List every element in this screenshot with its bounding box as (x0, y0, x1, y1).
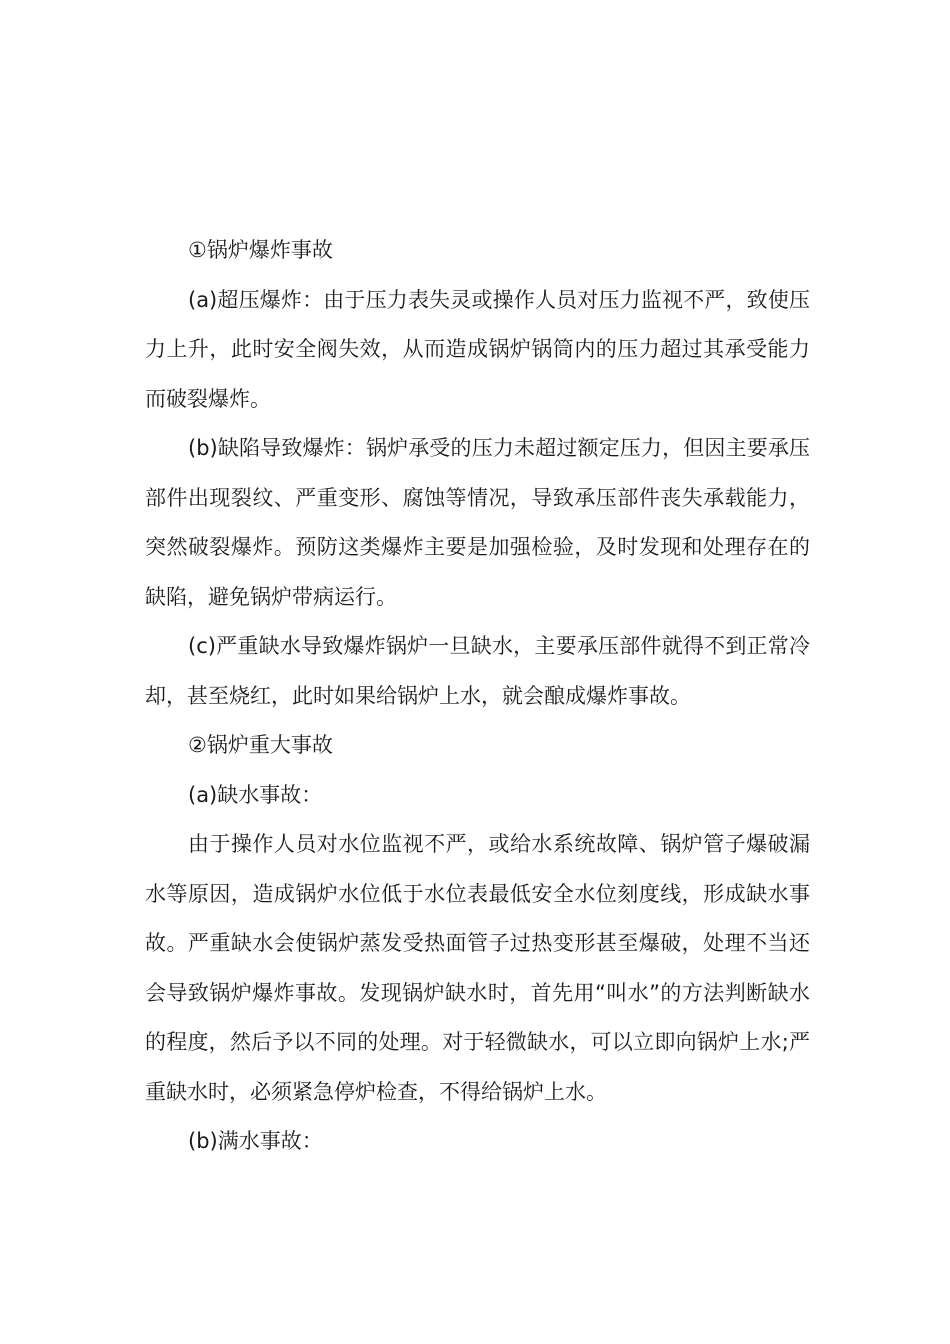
paragraph-water-shortage-explosion: (c)严重缺水导致爆炸锅炉一旦缺水，主要承压部件就得不到正常冷却，甚至烧红，此时如果给锅炉上水，就会酿成爆炸事故。 (145, 634, 810, 708)
paragraph-overpressure-explosion: (a)超压爆炸：由于压力表失灵或操作人员对压力监视不严，致使压力上升，此时安全阀失效，从而造成锅炉锅筒内的压力超过其承受能力而破裂爆炸。 (145, 287, 810, 411)
subheading-water-shortage-accident: (a)缺水事故： (188, 782, 323, 807)
subheading-full-water-accident: (b)满水事故： (188, 1129, 323, 1153)
document-body (145, 226, 810, 1167)
paragraph-defect-explosion: (b)缺陷导致爆炸：锅炉承受的压力未超过额定压力，但因主要承压部件出现裂纹、严重变形、腐蚀等情况，导致承压部件丧失承载能力，突然破裂爆炸。预防这类爆炸主要是加强检验，及时发现和处理存在的缺陷，避免锅炉带病运行。 (145, 436, 810, 609)
heading-major-boiler-accidents: ②锅炉重大事故 (188, 733, 333, 757)
paragraph-water-shortage-details: 由于操作人员对水位监视不严，或给水系统故障、锅炉管子爆破漏水等原因，造成锅炉水位低于水位表最低安全水位刻度线，形成缺水事故。严重缺水会使锅炉蒸发受热面管子过热变形甚至爆破，处理不当还会导致锅炉爆炸事故。发现锅炉缺水时，首先用“叫水”的方法判断缺水的程度，然后予以不同的处理。对于轻微缺水，可以立即向锅炉上水;严重缺水时，必须紧急停炉检查，不得给锅炉上水。 (145, 832, 810, 1104)
heading-boiler-explosion-accidents: ①锅炉爆炸事故 (188, 238, 333, 262)
